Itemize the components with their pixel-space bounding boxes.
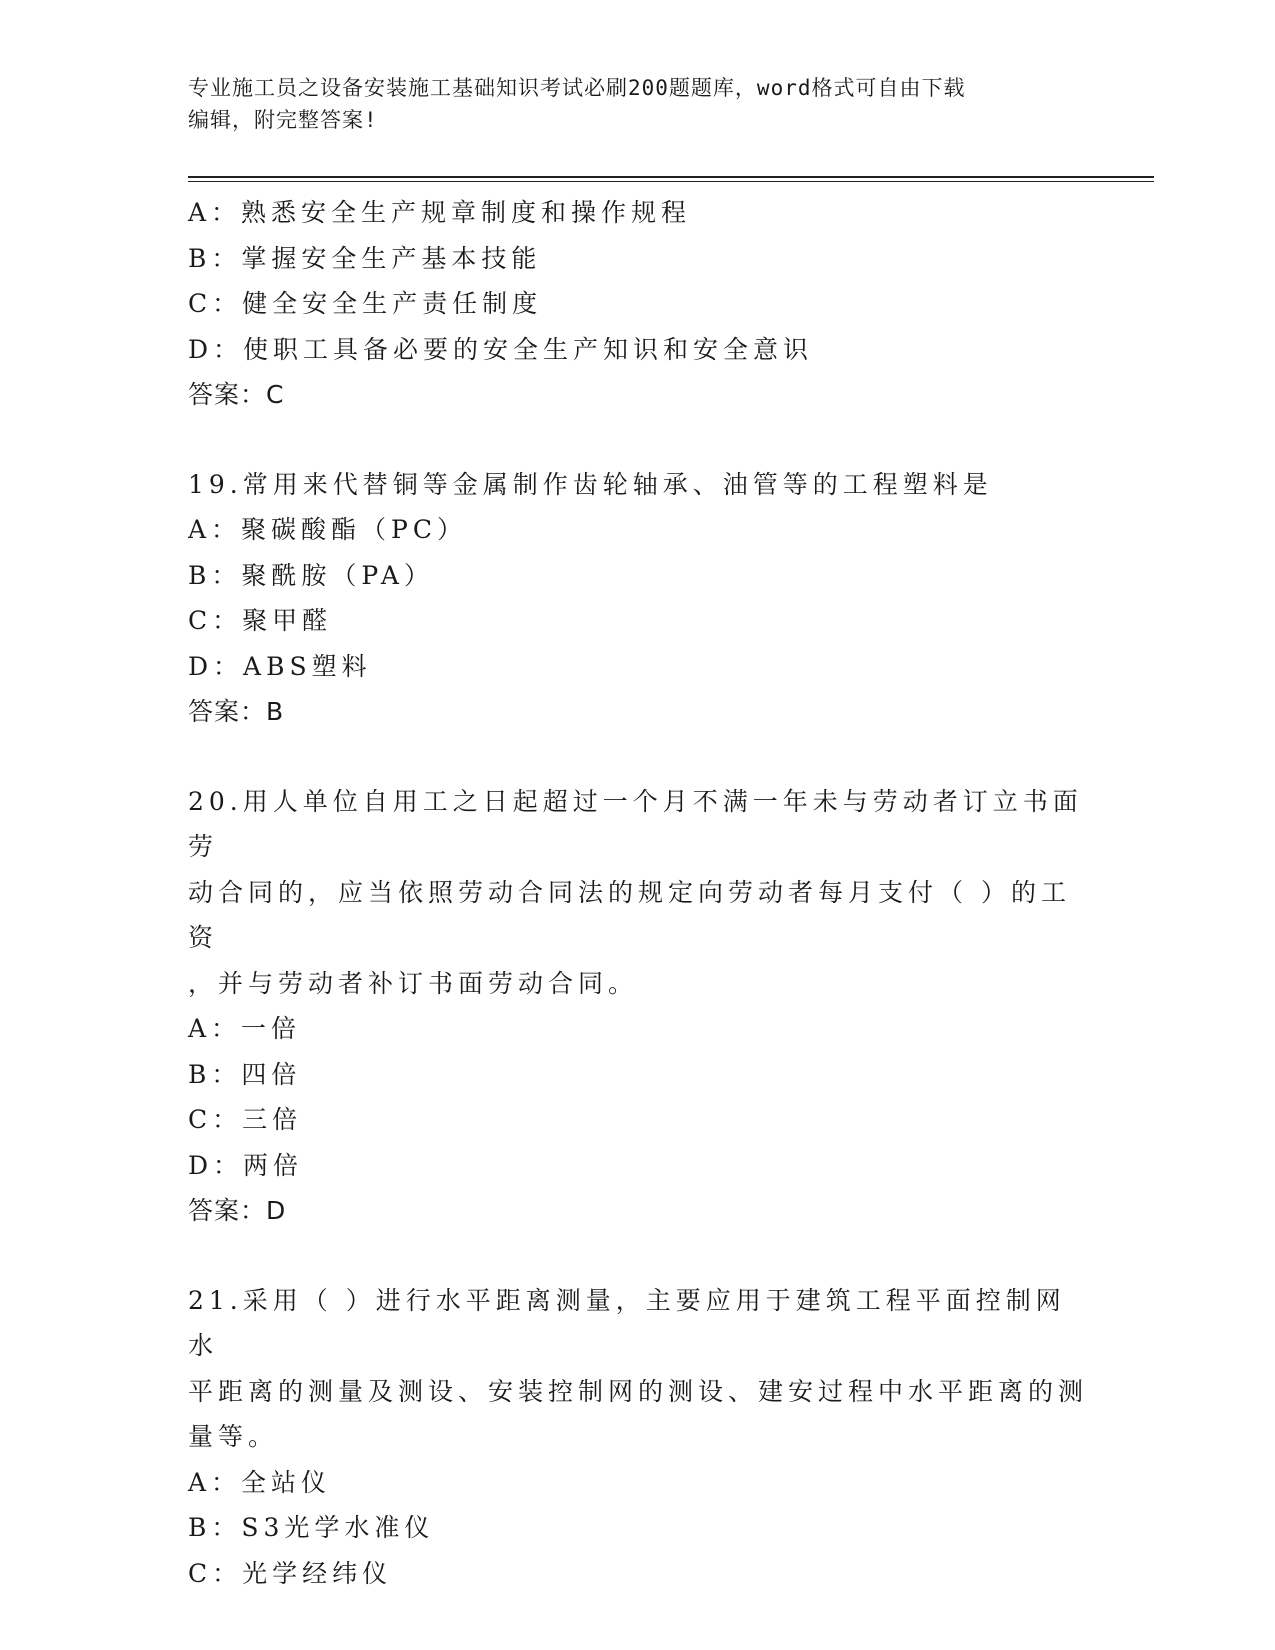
question-stem-line-2: 平距离的测量及测设、安装控制网的测设、建安过程中水平距离的测 <box>188 1376 1089 1406</box>
question-stem-line-3: 量等。 <box>188 1422 279 1451</box>
option-c: C：健全安全生产责任制度 <box>188 289 543 318</box>
option-d: D：使职工具备必要的安全生产知识和安全意识 <box>188 334 814 364</box>
option-a: A：全站仪 <box>188 1467 332 1497</box>
question-stem-line-1: 20.用人单位自用工之日起超过一个月不满一年未与劳动者订立书面劳 <box>188 786 1083 861</box>
header-rule-thick <box>188 176 1154 178</box>
option-c: C：光学经纬仪 <box>188 1558 393 1588</box>
header-title-line-2: 编辑，附完整答案! <box>188 108 378 132</box>
question-stem-line-1: 21.采用（ ）进行水平距离测量，主要应用于建筑工程平面控制网水 <box>188 1285 1066 1360</box>
header-rule-thin <box>188 181 1154 182</box>
option-a: A：聚碳酸酯（PC） <box>188 515 468 544</box>
option-a: A：一倍 <box>188 1014 302 1043</box>
option-d: D：两倍 <box>188 1150 304 1180</box>
answer: 答案：C <box>188 380 285 409</box>
option-c: C：三倍 <box>188 1105 303 1134</box>
option-b: B：掌握安全生产基本技能 <box>188 243 542 273</box>
question-list <box>188 190 1088 1596</box>
option-c: C：聚甲醛 <box>188 606 333 635</box>
question-20 <box>188 779 1088 1234</box>
option-d: D：ABS塑料 <box>188 651 372 681</box>
question-18 <box>188 190 1088 418</box>
option-b: B：四倍 <box>188 1059 302 1089</box>
option-b: B：S3光学水准仪 <box>188 1513 435 1542</box>
header-title-line-1: 专业施工员之设备安装施工基础知识考试必刷200题题库，word格式可自由下载 <box>188 76 966 100</box>
option-a: A：熟悉安全生产规章制度和操作规程 <box>188 198 692 227</box>
option-b: B：聚酰胺（PA） <box>188 560 434 590</box>
question-21 <box>188 1278 1088 1597</box>
question-stem-line-3: ，并与劳动者补订书面劳动合同。 <box>188 968 639 998</box>
document-header <box>188 72 1068 136</box>
question-stem: 19.常用来代替铜等金属制作齿轮轴承、油管等的工程塑料是 <box>188 469 993 499</box>
answer: 答案：D <box>188 1196 287 1225</box>
question-19 <box>188 462 1088 735</box>
question-stem-line-2: 动合同的，应当依照劳动合同法的规定向劳动者每月支付（ ）的工资 <box>188 877 1071 952</box>
answer: 答案：B <box>188 697 285 726</box>
